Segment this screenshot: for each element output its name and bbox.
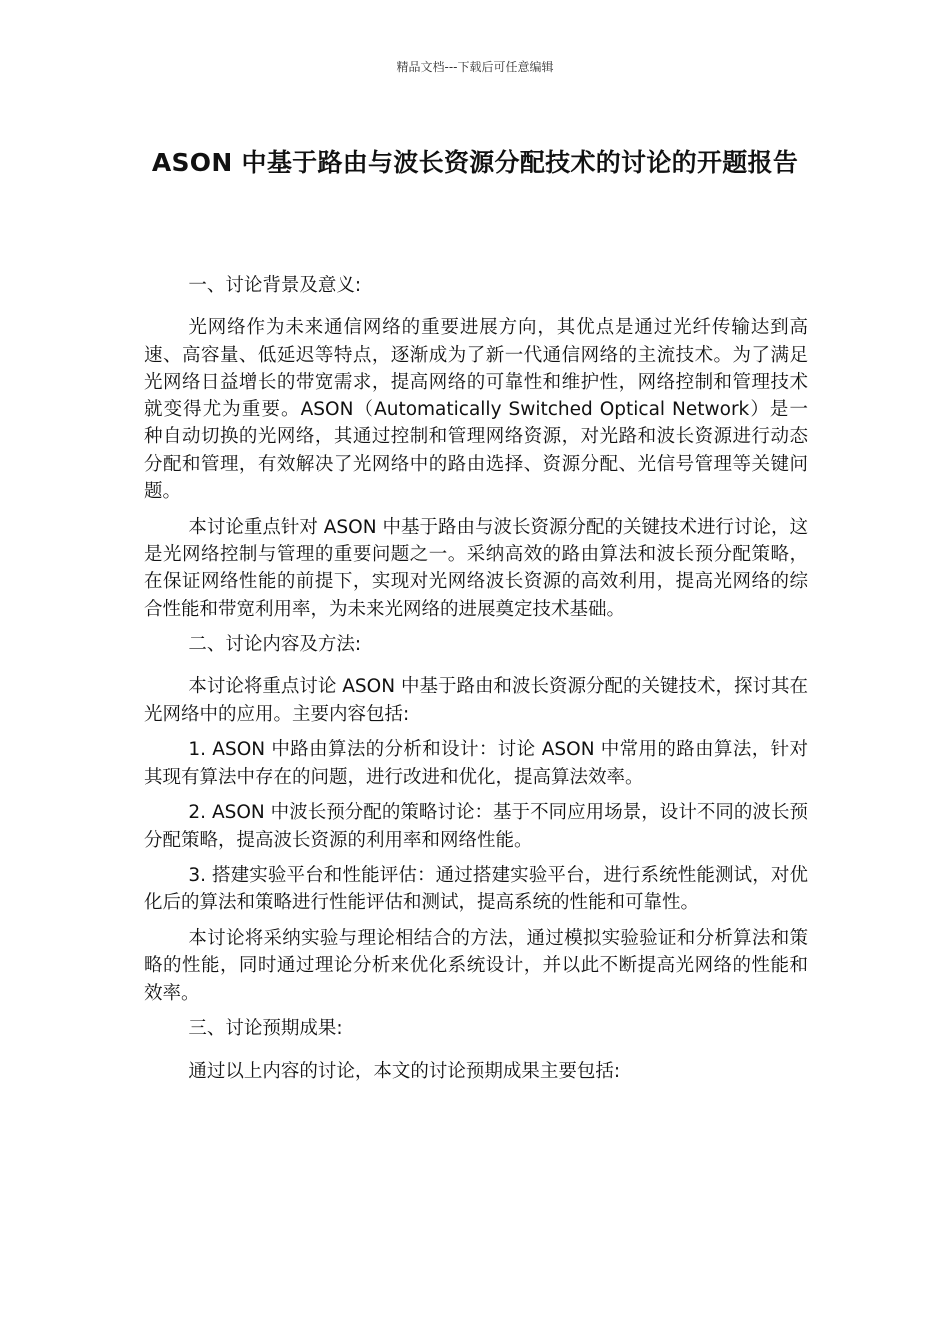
- paragraph-expected-results-intro: 通过以上内容的讨论，本文的讨论预期成果主要包括:: [188, 1060, 621, 1082]
- page-header-note: 精品文档---下载后可任意编辑: [396, 60, 554, 74]
- paragraph-background-1: 光网络作为未来通信网络的重要进展方向，其优点是通过光纤传输达到高速、高容量、低延迟等特点，逐渐成为了新一代通信网络的主流技术。为了满足光网络日益增长的带宽需求，提高网络的可靠性和维护性，网络控制和管理技术就变得尤为重要。ASON（Automatically Switched Optical Network）是一种自动切换的光网络，其通过控制和管理网络资源，对光路和波长资源进行动态分配和管理，有效解决了光网络中的路由选择、资源分配、光信号管理等关键问题。: [144, 317, 808, 503]
- paragraph-content-intro: 本讨论将重点讨论 ASON 中基于路由和波长资源分配的关键技术，探讨其在光网络中的应用。主要内容包括:: [144, 676, 808, 725]
- section-heading-expected-results: 三、讨论预期成果:: [188, 1018, 343, 1040]
- list-item-experiment-platform: 3. 搭建实验平台和性能评估：通过搭建实验平台，进行系统性能测试，对优化后的算法和策略进行性能评估和测试，提高系统的性能和可靠性。: [144, 865, 808, 914]
- section-heading-content-methods: 二、讨论内容及方法:: [188, 634, 362, 656]
- list-item-wavelength-strategy: 2. ASON 中波长预分配的策略讨论：基于不同应用场景，设计不同的波长预分配策略，提高波长资源的利用率和网络性能。: [144, 802, 808, 851]
- list-item-routing-algorithm: 1. ASON 中路由算法的分析和设计：讨论 ASON 中常用的路由算法，针对其现有算法中存在的问题，进行改进和优化，提高算法效率。: [144, 739, 808, 788]
- paragraph-background-2: 本讨论重点针对 ASON 中基于路由与波长资源分配的关键技术进行讨论，这是光网络控制与管理的重要问题之一。采纳高效的路由算法和波长预分配策略，在保证网络性能的前提下，实现对光网络波长资源的高效利用，提高光网络的综合性能和带宽利用率，为未来光网络的进展奠定技术基础。: [144, 516, 808, 620]
- paragraph-methods: 本讨论将采纳实验与理论相结合的方法，通过模拟实验验证和分析算法和策略的性能，同时通过理论分析来优化系统设计，并以此不断提高光网络的性能和效率。: [144, 928, 808, 1004]
- document-body: [144, 272, 808, 1093]
- document-title: ASON 中基于路由与波长资源分配技术的讨论的开题报告: [151, 148, 799, 177]
- section-heading-background: 一、讨论背景及意义:: [188, 275, 362, 296]
